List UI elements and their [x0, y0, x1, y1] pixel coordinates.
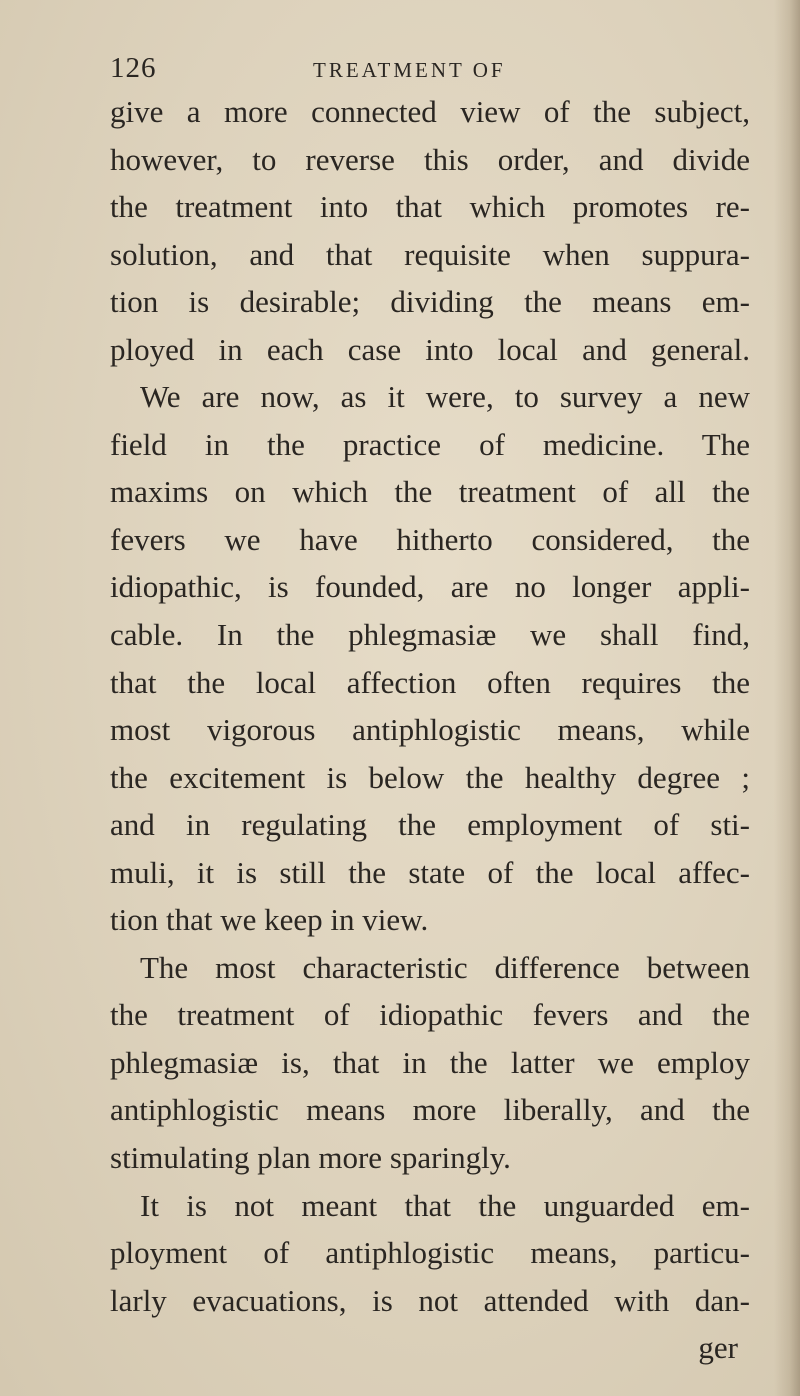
- text-line: most vigorous antiphlogistic means, while: [110, 712, 750, 748]
- text-line: ployed in each case into local and general.: [110, 331, 750, 367]
- paragraph-start-line: It is not meant that the unguarded em-: [140, 1187, 750, 1223]
- running-head-title: TREATMENT OF: [313, 58, 506, 82]
- text-line: the excitement is below the healthy degree ;: [110, 759, 750, 795]
- text-line: muli, it is still the state of the local affec-: [110, 854, 750, 890]
- text-line: tion is desirable; dividing the means em-: [110, 284, 750, 320]
- page-edge-shadow: [774, 0, 800, 1396]
- text-line: the treatment of idiopathic fevers and the: [110, 997, 750, 1033]
- text-line: solution, and that requisite when suppura-: [110, 236, 750, 272]
- text-line: give a more connected view of the subject,: [110, 94, 750, 129]
- text-line: and in regulating the employment of sti-: [110, 807, 750, 843]
- text-line: larly evacuations, is not attended with dan-: [110, 1282, 750, 1318]
- body-text: [110, 88, 750, 1372]
- text-line: however, to reverse this order, and divide: [110, 141, 750, 177]
- text-line: maxims on which the treatment of all the: [110, 474, 750, 510]
- text-line: cable. In the phlegmasiæ we shall find,: [110, 617, 750, 653]
- text-line: that the local affection often requires the: [110, 664, 750, 700]
- running-head: [110, 52, 730, 92]
- text-line: ployment of antiphlogistic means, particu-: [110, 1235, 750, 1271]
- text-line: field in the practice of medicine. The: [110, 426, 750, 462]
- text-line: the treatment into that which promotes re-: [110, 189, 750, 225]
- paragraph-start-line: The most characteristic difference between: [140, 949, 750, 985]
- paragraph-start-line: We are now, as it were, to survey a new: [140, 379, 750, 415]
- text-line: antiphlogistic means more liberally, and the: [110, 1092, 750, 1128]
- text-line: phlegmasiæ is, that in the latter we employ: [110, 1044, 750, 1080]
- page-number: 126: [110, 52, 157, 84]
- text-line: idiopathic, is founded, are no longer appli-: [110, 569, 750, 605]
- paragraph-end-line: tion that we keep in view.: [110, 902, 429, 938]
- catchword: ger: [698, 1330, 738, 1366]
- paragraph-end-line: stimulating plan more sparingly.: [110, 1140, 511, 1176]
- text-line: fevers we have hitherto considered, the: [110, 521, 750, 557]
